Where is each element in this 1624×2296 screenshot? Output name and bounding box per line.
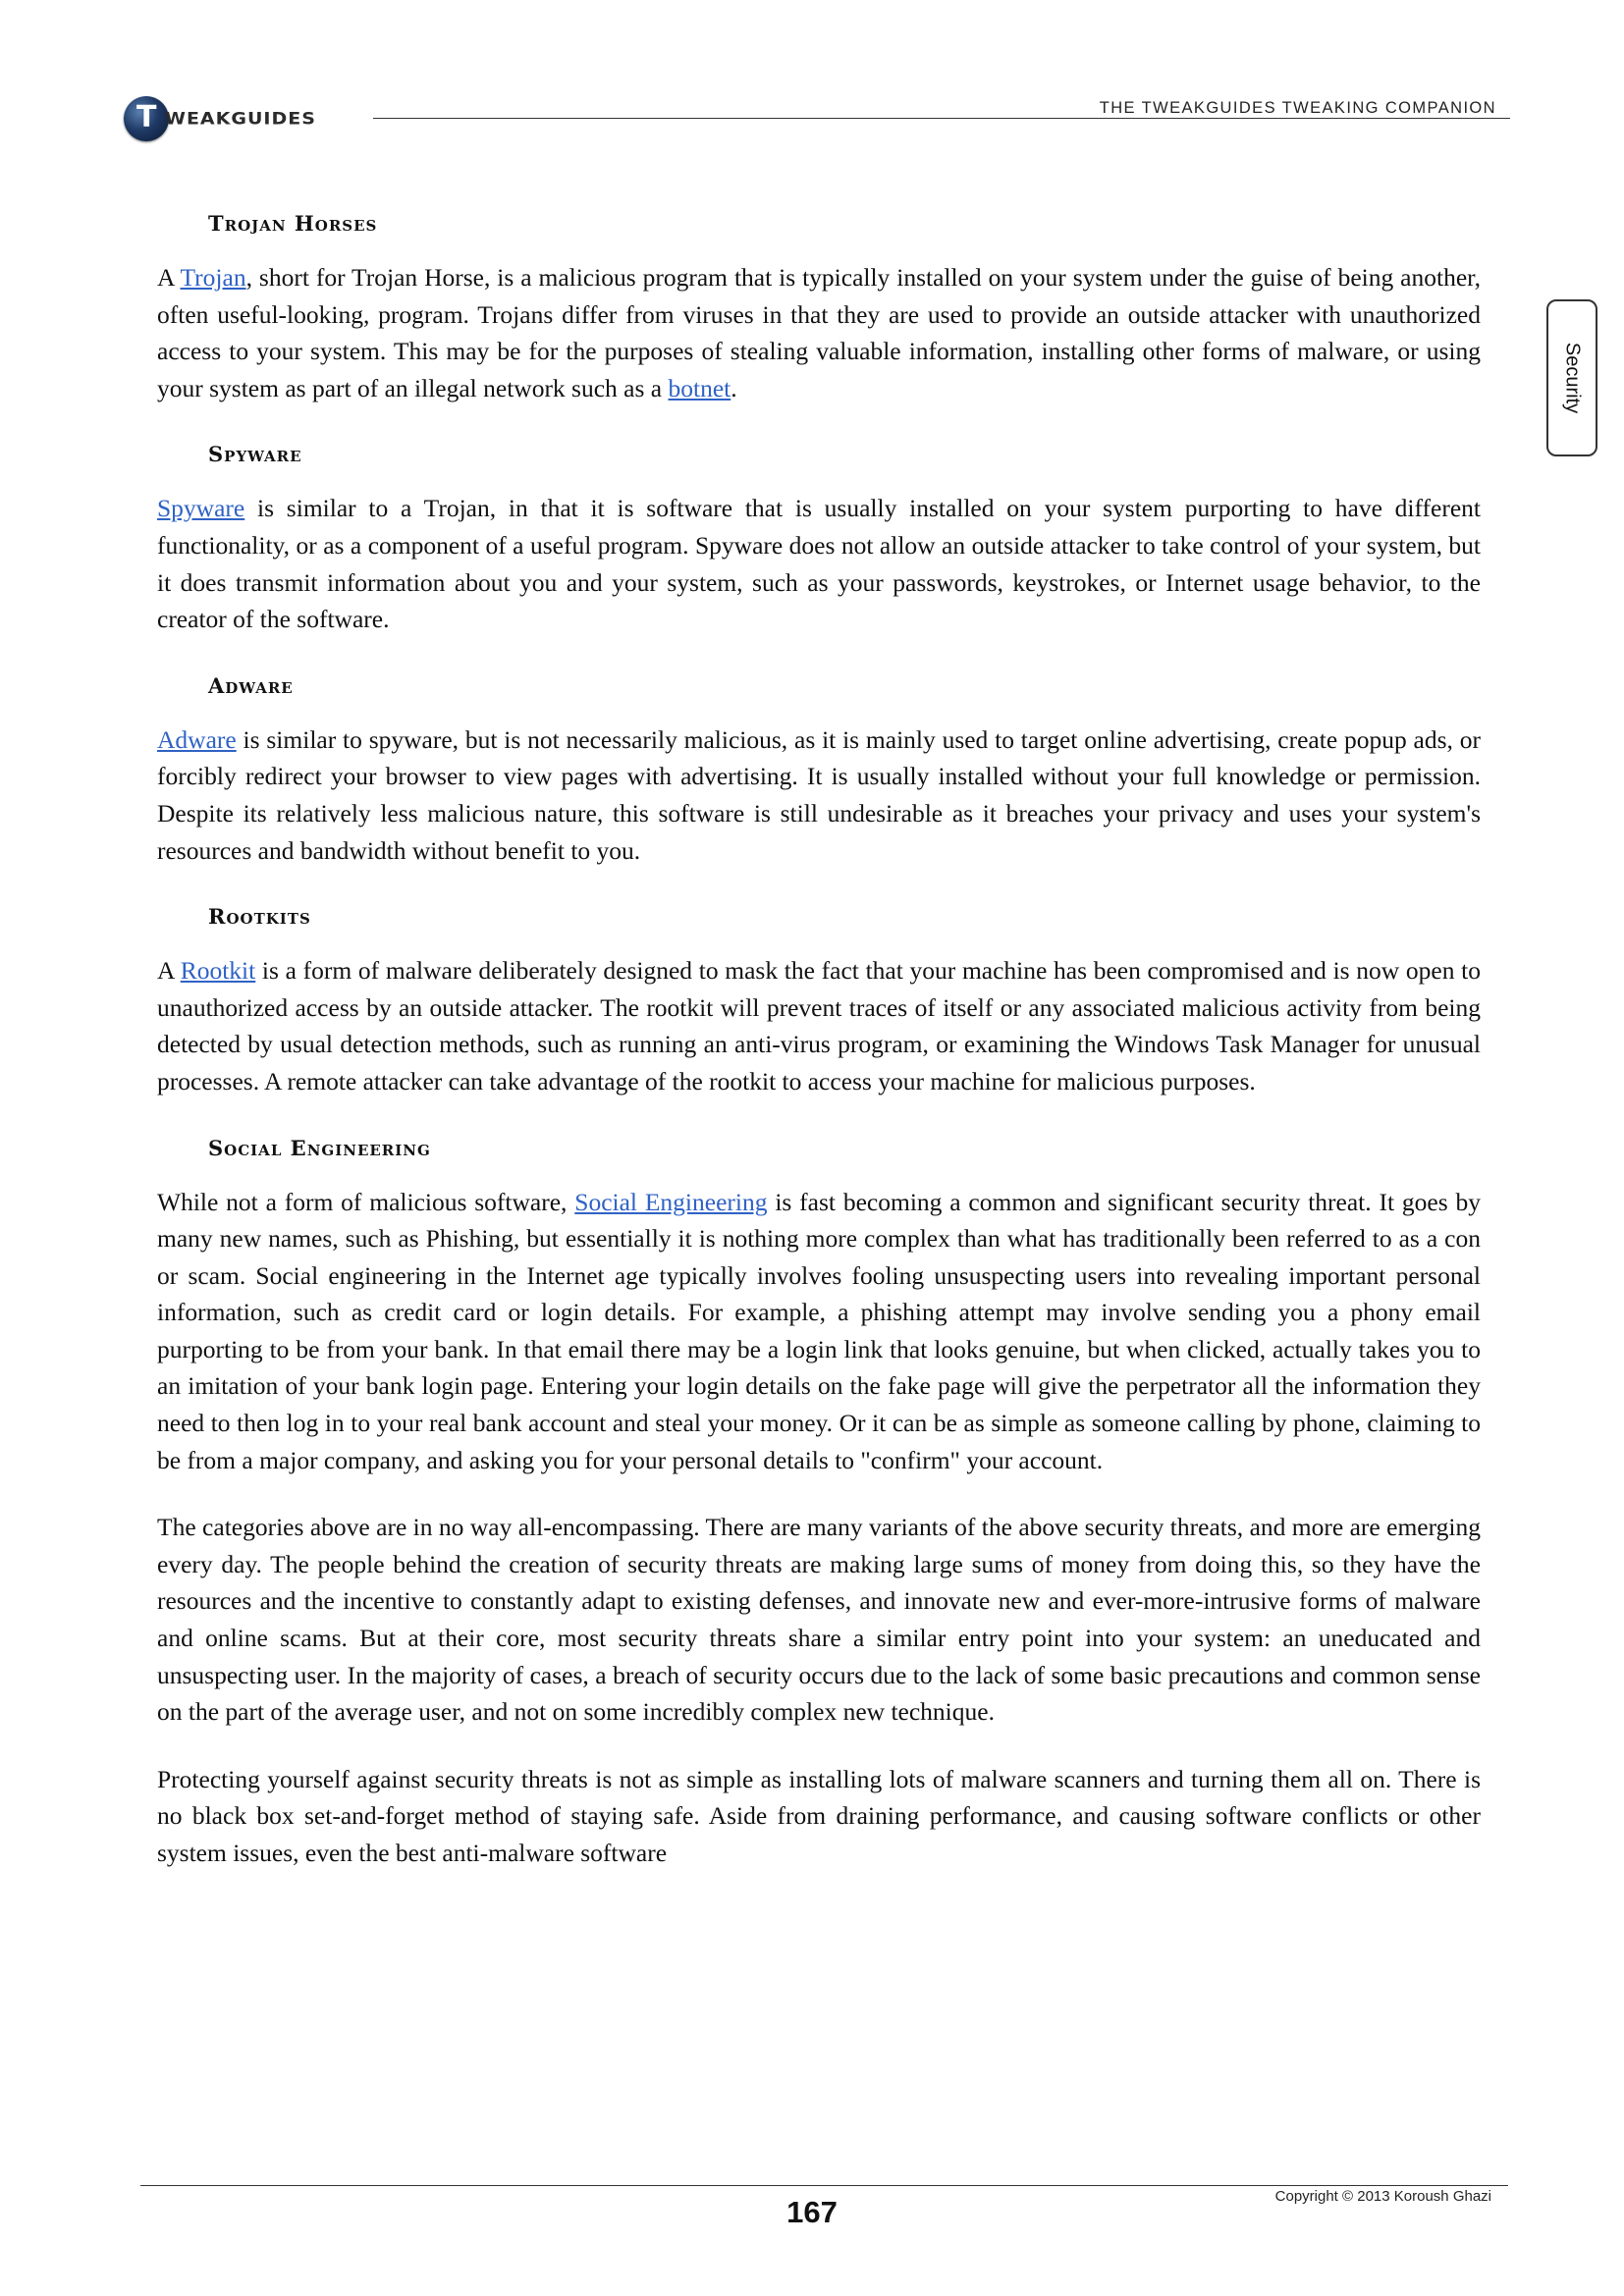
spyware-link[interactable]: Spyware <box>157 494 245 523</box>
section-paragraph-rootkits <box>157 952 1481 1099</box>
logo-letter: T <box>136 100 157 134</box>
paragraph-text: is fast becoming a common and significant security threat. It goes by many new names, such as Phishing, but essentially it is nothing more complex than what has traditionally been referred to as a con or scam. Social engineering in the Internet age typically involves fooling unsuspecting users into revealing important personal information, such as credit card or login details. For example, a phishing attempt may involve sending you a phony email purporting to be from your bank. In that email there may be a login link that looks genuine, but when clicked, actually takes you to an imitation of your bank login page. Entering your login details on the fake page will give the perpetrator all the information they need to then log in to your real bank account and steal your money. Or it can be as simple as someone calling by phone, claiming to be from a major company, and asking you for your personal details to "confirm" your account. <box>157 1187 1481 1474</box>
closing-paragraph-categories: The categories above are in no way all-encompassing. There are many variants of the above security threats, and more are emerging every day. The people behind the creation of security threats are making large sums of money from doing this, so they have the resources and the incentive to constantly adapt to existing defenses, and innovate new and ever-more-intrusive forms of malware and online scams. But at their core, most security threats share a similar entry point into your system: an uneducated and unsuspecting user. In the majority of cases, a breach of security occurs due to the lack of some basic precautions and common sense on the part of the average user, and not on some incredibly complex new technique. <box>157 1513 1481 1727</box>
paragraph-text: , short for Trojan Horse, is a malicious program that is typically installed on your system under the guise of being another, often useful-looking, program. Trojans differ from viruses in that they are used to provide an outside attacker with unauthorized access to your system. This may be for the purposes of stealing valuable information, installing other forms of malware, or using your system as part of an illegal network such as a <box>157 263 1481 402</box>
copyright-notice: Copyright © 2013 Koroush Ghazi <box>1274 2188 1491 2205</box>
footer-rule <box>140 2185 1508 2186</box>
section-paragraph-adware <box>157 721 1481 869</box>
page-number: 167 <box>786 2195 838 2229</box>
tweakguides-logo <box>124 96 359 145</box>
paragraph-text: is a form of malware deliberately designed to mask the fact that your machine has been compromised and is now open to unauthorized access by an outside attacker. The rootkit will prevent traces of itself or any associated malicious activity from being detected by usual detection methods, such as running an anti-virus program, or examining the Windows Task Manager for unusual processes. A remote attacker can take advantage of the rootkit to access your machine for malicious purposes. <box>157 956 1482 1095</box>
chapter-tab <box>1546 299 1597 456</box>
paragraph-text: . <box>731 373 737 402</box>
running-header-title: THE TWEAKGUIDES TWEAKING COMPANION <box>1099 99 1496 117</box>
section-heading-trojan-horses: Trojan Horses <box>208 211 378 236</box>
section-paragraph-spyware <box>157 490 1481 637</box>
header-rule <box>373 118 1510 119</box>
social-engineering-link[interactable]: Social Engineering <box>574 1187 768 1216</box>
section-heading-social-engineering: Social Engineering <box>208 1135 431 1160</box>
rootkit-link[interactable]: Rootkit <box>180 956 256 986</box>
section-heading-adware: Adware <box>208 672 294 698</box>
section-paragraph-trojan-horses <box>157 259 1481 406</box>
trojan-link[interactable]: Trojan <box>180 263 246 292</box>
paragraph-text: While not a form of malicious software, <box>157 1187 575 1216</box>
paragraph-text: is similar to spyware, but is not necessarily malicious, as it is mainly used to target online advertising, create popup ads, or forcibly redirect your browser to view pages with advertising. It is usually installed without your full knowledge or permission. Despite its relatively less malicious nature, this software is still undesirable as it breaches your privacy and uses your system's resources and bandwidth without benefit to you. <box>157 724 1481 865</box>
section-heading-spyware: Spyware <box>208 442 302 467</box>
paragraph-text: A <box>157 956 181 986</box>
main-content <box>157 206 1481 1902</box>
closing-paragraph-protecting: Protecting yourself against security threats is not as simple as installing lots of malware scanners and turning them all on. There is no black box set-and-forget method of staying safe. Aside from draining performance, and causing software conflicts or other system issues, even the best anti-malware software <box>157 1764 1481 1867</box>
chapter-tab-label: Security <box>1561 342 1584 414</box>
paragraph-text: A <box>157 263 181 292</box>
section-heading-rootkits: Rootkits <box>208 904 311 930</box>
section-paragraph-social-engineering <box>157 1184 1481 1479</box>
logo-wordmark: WEAKGUIDES <box>165 109 316 129</box>
paragraph-text: is similar to a Trojan, in that it is software that is usually installed on your system purporting to have different functionality, or as a component of a useful program. Spyware does not allow an outside attacker to take control of your system, but it does transmit information about you and your system, such as your passwords, keystrokes, or Internet usage behavior, to the creator of the software. <box>157 494 1481 634</box>
adware-link[interactable]: Adware <box>157 724 237 754</box>
botnet-link[interactable]: botnet <box>668 373 731 402</box>
